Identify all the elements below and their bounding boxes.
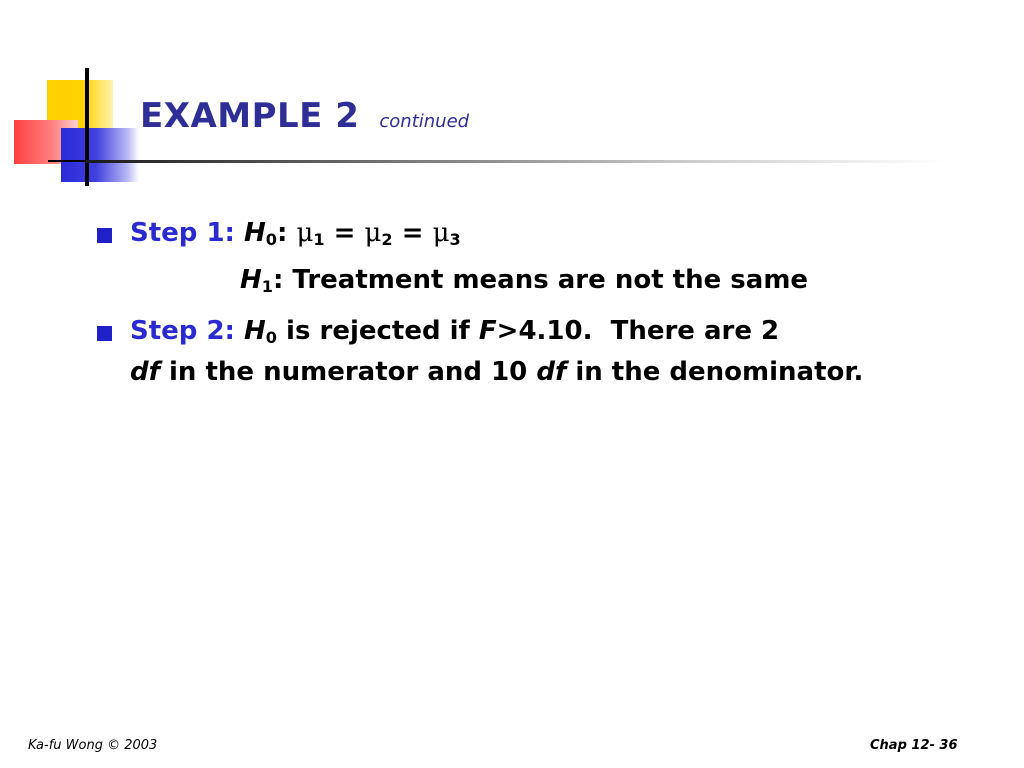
step2-text-b: >4.10. There are 2 [496,316,780,346]
equals-sign-2: = [401,218,424,248]
step2-text-a: is rejected if [277,316,479,346]
equals-sign-1: = [333,218,356,248]
logo-vertical-line [85,68,89,186]
slide-title [140,96,469,136]
step1-label: Step 1: [130,218,235,248]
mu3-subscript: 3 [449,230,461,250]
mu1-symbol: μ [296,218,314,248]
step2-text-d: in the denominator. [566,357,864,387]
h0-subscript: 0 [265,230,277,250]
step2-h0-symbol: H [244,316,266,346]
logo-blue-square [61,128,139,182]
step2-label: Step 2: [130,316,235,346]
h1-text: : Treatment means are not the same [272,265,809,295]
h0-colon: : [277,218,288,248]
bullet-icon [97,326,112,341]
h1-line [240,265,808,295]
f-symbol: F [478,316,497,346]
df-symbol-2: df [536,357,567,387]
title-subtitle: continued [379,111,470,132]
mu3-symbol: μ [432,218,450,248]
step2-line-1 [130,316,779,346]
df-symbol-1: df [130,357,160,387]
title-divider [86,160,946,163]
step2-text-c: in the numerator and 10 [159,357,537,387]
footer-author: Ka-fu Wong © 2003 [28,738,158,753]
h0-symbol: H [244,218,266,248]
mu2-symbol: μ [364,218,382,248]
step2-h0-subscript: 0 [265,328,277,348]
step2-line-2 [130,357,863,387]
mu1-subscript: 1 [313,230,325,250]
h1-symbol: H [240,265,262,295]
step1-line [130,218,461,248]
footer-page-number: Chap 12- 36 [870,738,958,753]
title-main: EXAMPLE 2 [140,96,360,136]
mu2-subscript: 2 [381,230,393,250]
h1-subscript: 1 [261,277,273,297]
bullet-icon [97,228,112,243]
